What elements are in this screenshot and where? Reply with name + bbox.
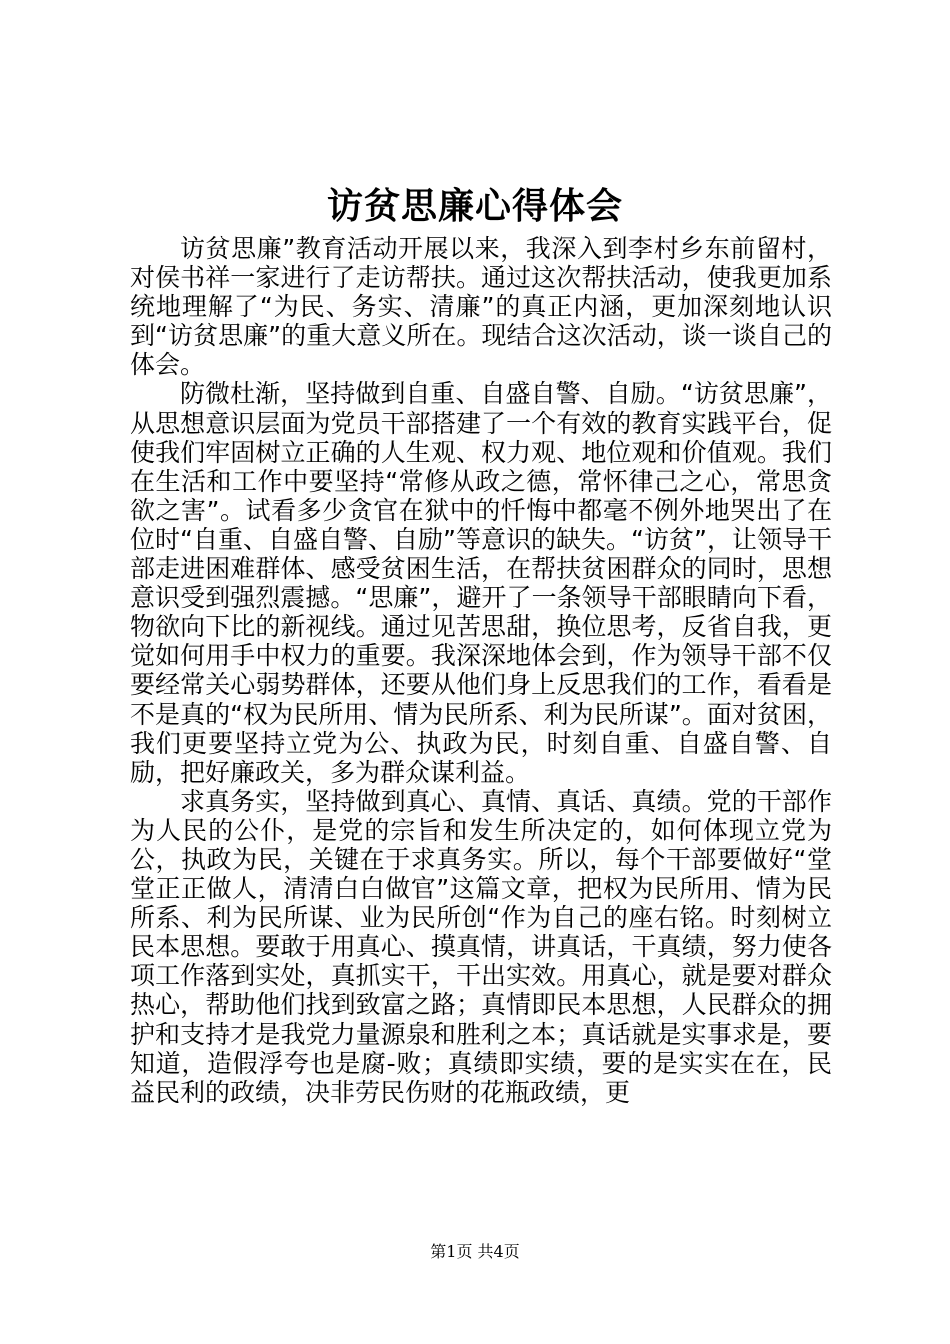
document-title: 访贫思廉心得体会	[326, 185, 623, 227]
page-footer: 第1页 共4页	[430, 1242, 520, 1261]
paragraph-3: 求真务实，坚持做到真心、真情、真话、真绩。党的干部作为人民的公仆，是党的宗旨和发生所决定的，如何体现立党为公，执政为民，关键在于求真务实。所以，每个干部要做好“堂堂正正做人，清清白白做官”这篇文章，把权为民所用、情为民所系、利为民所谋、业为民所创“作为自己的座右铭。时刻树立民本思想。要敢于用真心、摸真情，讲真话，干真绩，努力使各项工作落到实处，真抓实干，干出实效。用真心，就是要对群众热心，帮助他们找到致富之路；真情即民本思想，人民群众的拥护和支持才是我党力量源泉和胜利之本；真话就是实事求是，要知道，造假浮夸也是腐-败；真绩即实绩，要的是实实在在，民益民利的政绩，决非劳民伤财的花瓶政绩，更	[130, 786, 832, 1107]
paragraph-1: 访贫思廉”教育活动开展以来，我深入到李村乡东前留村，对侯书祥一家进行了走访帮扶。通过这次帮扶活动，使我更加系统地理解了“为民、务实、清廉”的真正内涵，更加深刻地认识到“访贫思廉”的重大意义所在。现结合这次活动，谈一谈自己的体会。	[130, 234, 832, 380]
paragraph-2: 防微杜渐，坚持做到自重、自盛自警、自励。“访贫思廉”，从思想意识层面为党员干部搭建了一个有效的教育实践平台，促使我们牢固树立正确的人生观、权力观、地位观和价值观。我们在生活和工作中要坚持“常修从政之德，常怀律己之心，常思贪欲之害”。试看多少贪官在狱中的忏悔中都毫不例外地哭出了在位时“自重、自盛自警、自励”等意识的缺失。“访贫”，让领导干部走进困难群体、感受贫困生活，在帮扶贫困群众的同时，思想意识受到强烈震撼。“思廉”，避开了一条领导干部眼睛向下看，物欲向下比的新视线。通过见苦思甜，换位思考，反省自我，更觉如何用手中权力的重要。我深深地体会到，作为领导干部不仅要经常关心弱势群体，还要从他们身上反思我们的工作，看看是不是真的“权为民所用、情为民所系、利为民所谋”。面对贫困，我们更要坚持立党为公、执政为民，时刻自重、自盛自警、自励，把好廉政关，多为群众谋利益。	[130, 379, 832, 787]
document-body	[130, 234, 832, 1107]
